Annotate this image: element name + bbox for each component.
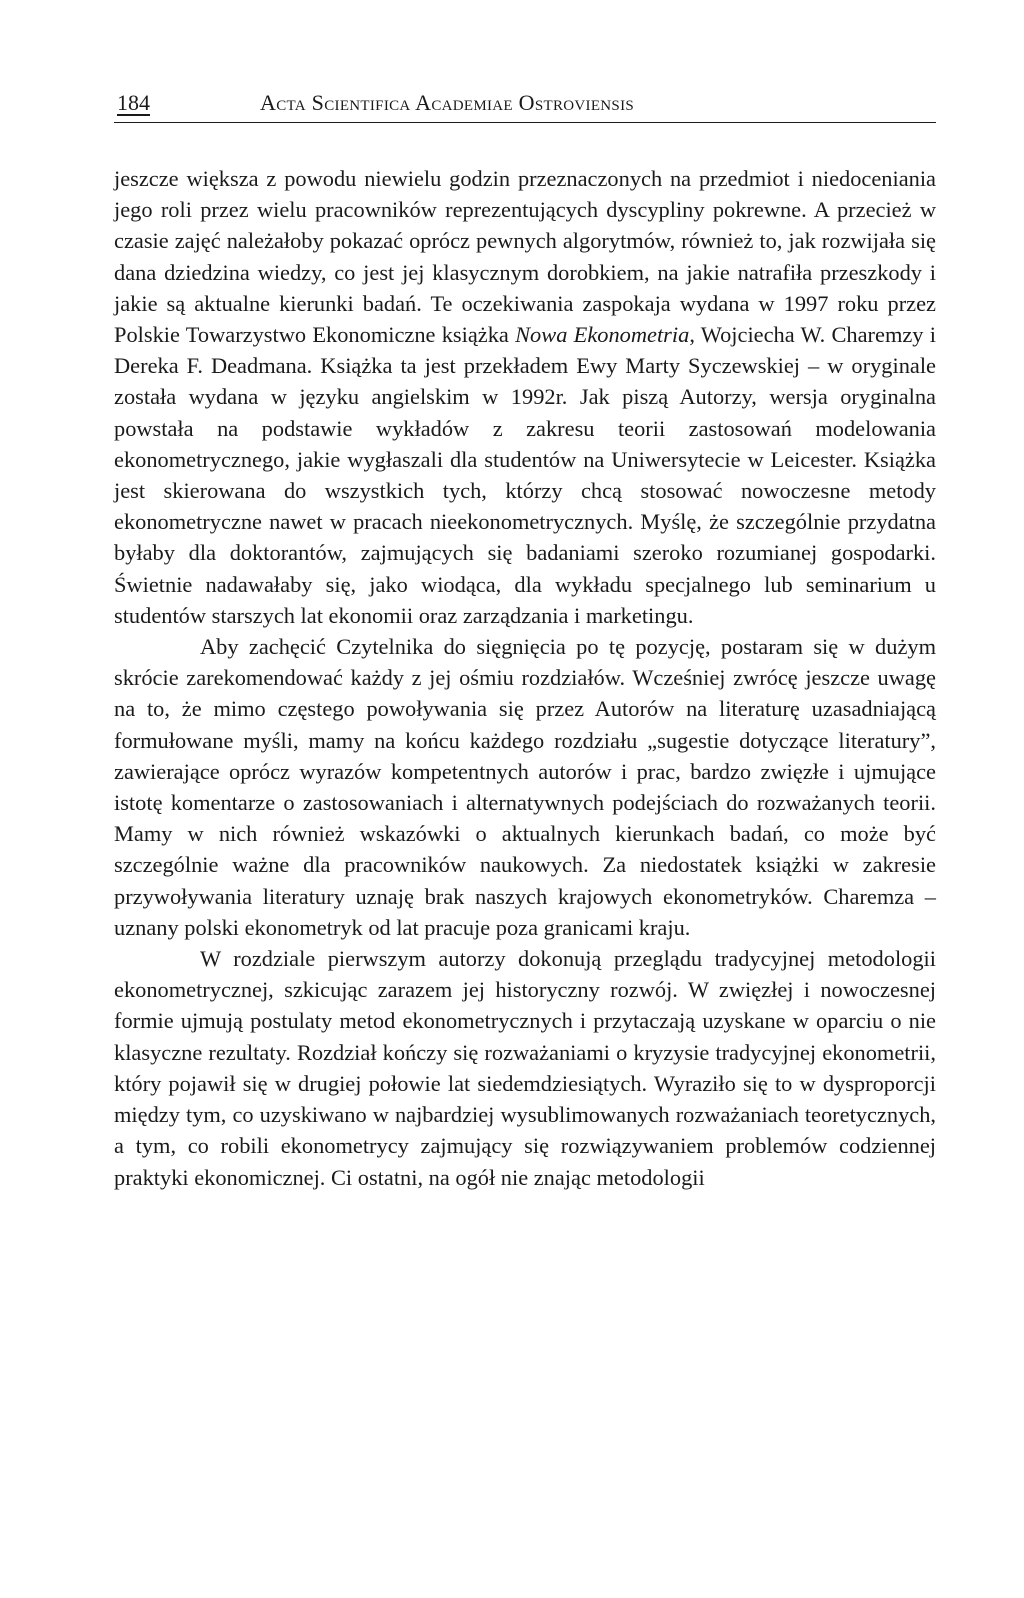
body-text xyxy=(114,163,936,1193)
book-page xyxy=(114,88,936,1193)
paragraph-1 xyxy=(114,163,936,631)
paragraph-1-part-b: , Wojciecha W. Charemzy i Dereka F. Deadmana. Książka ta jest przekładem Ewy Marty Syczewskiej – w oryginale została wydana w języku angielskim w 1992r. Jak piszą Autorzy, wersja oryginalna powstała na podstawie wykładów z zakresu teorii zastosowań modelowania ekonometrycznego, jakie wygłaszali dla studentów na Uniwersytecie w Leicester. Książka jest skierowana do wszystkich tych, którzy chcą stosować nowoczesne metody ekonometryczne nawet w pracach nieekonometrycznych. Myślę, że szczególnie przydatna byłaby dla doktorantów, zajmujących się badaniami szeroko rozumianej gospodarki. Świetnie nadawałaby się, jako wiodąca, dla wykładu specjalnego lub seminarium u studentów starszych lat ekonomii oraz zarządzania i marketingu. xyxy=(114,322,936,628)
book-title: Nowa Ekonometria xyxy=(515,322,690,348)
journal-title: Acta Scientifica Academiae Ostroviensis xyxy=(260,90,635,115)
paragraph-2: Aby zachęcić Czytelnika do sięgnięcia po tę pozycję, postaram się w dużym skrócie zarekomendować każdy z jej ośmiu rozdziałów. Wcześniej zwrócę jeszcze uwagę na to, że mimo częstego powoływania się przez Autorów na literaturę uzasadniającą formułowane myśli, mamy na końcu każdego rozdziału „sugestie dotyczące literatury”, zawierające oprócz wyrazów kompetentnych autorów i prac, bardzo zwięzłe i ujmujące istotę komentarze o zastosowaniach i alternatywnych podejściach do rozważanych teorii. Mamy w nich również wskazówki o aktualnych kierunkach badań, co może być szczególnie ważne dla pracowników naukowych. Za niedostatek książki w zakresie przywoływania literatury uznaję brak naszych krajowych ekonometryków. Charemza – uznany polski ekonometryk od lat pracuje poza granicami kraju. xyxy=(114,634,936,940)
page-number: 184 xyxy=(117,90,150,115)
paragraph-3: W rozdziale pierwszym autorzy dokonują przeglądu tradycyjnej metodologii ekonometrycznej, szkicując zarazem jej historyczny rozwój. W zwięzłej i nowoczesnej formie ujmują postulaty metod ekonometrycznych i przytaczają uzyskane w oparciu o nie klasyczne rezultaty. Rozdział kończy się rozważaniami o kryzysie tradycyjnej ekonometrii, który pojawił się w drugiej połowie lat siedemdziesiątych. Wyraziło się to w dysproporcji między tym, co uzyskiwano w najbardziej wysublimowanych rozważaniach teoretycznych, a tym, co robili ekonometrycy zajmujący się rozwiązywaniem problemów codziennej praktyki ekonomicznej. Ci ostatni, na ogół nie znając metodologii xyxy=(114,946,936,1190)
paragraph-1-part-a: jeszcze większa z powodu niewielu godzin przeznaczonych na przedmiot i niedoceniania jego roli przez wielu pracowników reprezentujących dyscypliny pokrewne. A przecież w czasie zajęć należałoby pokazać oprócz pewnych algorytmów, również to, jak rozwijała się dana dziedzina wiedzy, co jest jej klasycznym dorobkiem, na jakie natrafiła przeszkody i jakie są aktualne kierunki badań. Te oczekiwania zaspokaja wydana w 1997 roku przez Polskie Towarzystwo Ekonomiczne książka xyxy=(114,166,936,348)
running-header xyxy=(114,88,936,123)
